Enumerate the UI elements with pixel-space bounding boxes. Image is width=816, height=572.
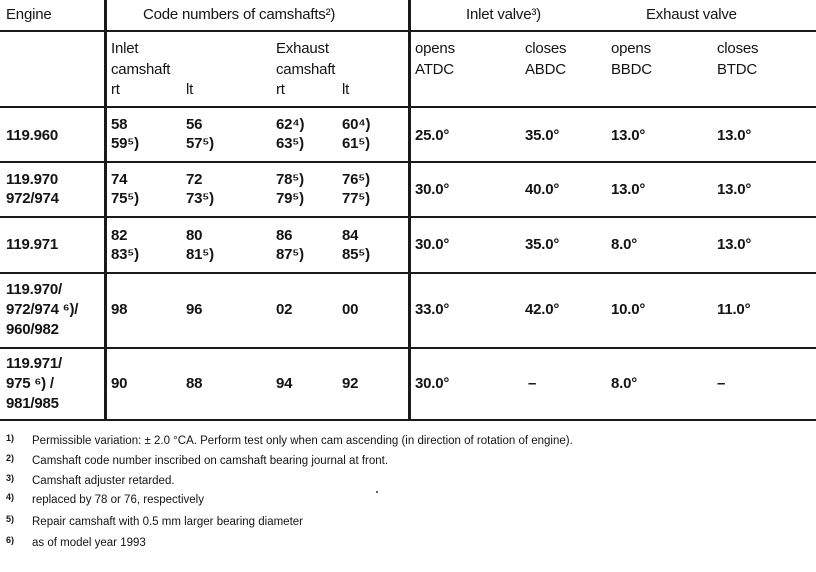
subheader-inlet-closes-1: closes [525, 40, 567, 57]
footnote-5-number: 5) [6, 514, 15, 524]
footnote-2-text: Camshaft code number inscribed on camshaft bearing journal at front. [32, 455, 389, 467]
row-3-exhaust-lt-2: 85⁵) [342, 246, 370, 263]
row-1-exhaust-lt-1: 60⁴) [342, 116, 371, 133]
row-5-exhaust-rt: 94 [276, 375, 293, 392]
row-4-inlet-opens: 33.0° [415, 301, 450, 318]
row-5-exhaust-opens: 8.0° [611, 375, 638, 392]
row-1-exhaust-rt-2: 63⁵) [276, 135, 304, 152]
row-2-exhaust-closes: 13.0° [717, 181, 752, 198]
row-5-exhaust-closes: – [717, 375, 726, 392]
row-4-engine-3: 960/982 [6, 321, 59, 338]
row-3-exhaust-closes: 13.0° [717, 236, 752, 253]
row-5-inlet-opens: 30.0° [415, 375, 450, 392]
row-4-exhaust-rt: 02 [276, 301, 293, 318]
footnote-2-number: 2) [6, 453, 15, 463]
row-1-inlet-closes: 35.0° [525, 127, 560, 144]
row-3-inlet-closes: 35.0° [525, 236, 560, 253]
footnote-4 [6, 490, 204, 507]
row-1-engine-1: 119.960 [6, 127, 58, 144]
row-5-engine-2: 975 ⁶) / [6, 375, 54, 392]
row-2-inlet-lt-2: 73⁵) [186, 190, 214, 207]
header-exhaust-valve: Exhaust valve [646, 6, 737, 23]
subheader-exhaust-opens-1: opens [611, 40, 651, 57]
row-5-inlet-lt: 88 [186, 375, 203, 392]
row-3-inlet-lt-1: 80 [186, 227, 203, 244]
subheader-inlet-opens-1: opens [415, 40, 455, 57]
subheader-exhaust-opens-2: BBDC [611, 61, 652, 78]
row-4-inlet-closes: 42.0° [525, 301, 560, 318]
rule-row-3-bottom [0, 272, 816, 274]
footnote-3 [6, 471, 175, 488]
row-1-inlet-lt-2: 57⁵) [186, 135, 214, 152]
footnote-3-text: Camshaft adjuster retarded. [32, 475, 175, 487]
subheader-exhaust-camshaft-2: camshaft [276, 61, 336, 78]
row-5-engine-3: 981/985 [6, 395, 59, 412]
row-3-exhaust-rt-2: 87⁵) [276, 246, 304, 263]
footnote-6-number: 6) [6, 535, 15, 545]
footnote-1-text: Permissible variation: ± 2.0 °CA. Perform test only when cam ascending (in direction of rotation of engine). [32, 435, 573, 447]
footnote-4-number: 4) [6, 492, 15, 502]
row-1-inlet-rt-2: 59⁵) [111, 135, 139, 152]
row-4-inlet-rt: 98 [111, 301, 128, 318]
row-2-inlet-closes: 40.0° [525, 181, 560, 198]
subheader-inlet-camshaft-2: camshaft [111, 61, 171, 78]
row-1-exhaust-opens: 13.0° [611, 127, 646, 144]
subheader-exhaust-closes-1: closes [717, 40, 759, 57]
subheader-inlet-opens-2: ATDC [415, 61, 454, 78]
row-1-exhaust-closes: 13.0° [717, 127, 752, 144]
row-3-inlet-lt-2: 81⁵) [186, 246, 214, 263]
row-4-exhaust-opens: 10.0° [611, 301, 646, 318]
row-2-exhaust-rt-1: 78⁵) [276, 171, 304, 188]
row-2-inlet-rt-2: 75⁵) [111, 190, 139, 207]
row-3-exhaust-rt-1: 86 [276, 227, 293, 244]
subheader-lt-exhaust: lt [342, 81, 350, 98]
footnote-2 [6, 451, 388, 468]
subheader-inlet-closes-2: ABDC [525, 61, 566, 78]
rule-row-4-bottom [0, 347, 816, 349]
footnote-5-text: Repair camshaft with 0.5 mm larger bearing diameter [32, 516, 304, 528]
rule-row-5-bottom [0, 419, 816, 421]
footnote-6-text: as of model year 1993 [32, 537, 146, 549]
row-1-inlet-lt-1: 56 [186, 116, 203, 133]
row-4-exhaust-lt: 00 [342, 301, 359, 318]
row-2-engine-2: 972/974 [6, 190, 59, 207]
row-3-inlet-rt-2: 83⁵) [111, 246, 139, 263]
rule-subheader-bottom [0, 106, 816, 108]
row-2-exhaust-lt-2: 77⁵) [342, 190, 370, 207]
header-code-numbers: Code numbers of camshafts²) [143, 6, 336, 23]
rule-engine-right [104, 0, 107, 420]
row-2-inlet-rt-1: 74 [111, 171, 128, 188]
scan-speck [376, 491, 378, 493]
row-2-engine-1: 119.970 [6, 171, 58, 188]
row-2-exhaust-opens: 13.0° [611, 181, 646, 198]
row-4-exhaust-closes: 11.0° [717, 301, 751, 318]
row-1-exhaust-lt-2: 61⁵) [342, 135, 370, 152]
header-inlet-valve: Inlet valve³) [466, 6, 541, 23]
rule-codes-right [408, 0, 411, 420]
row-3-inlet-opens: 30.0° [415, 236, 450, 253]
row-5-exhaust-lt: 92 [342, 375, 359, 392]
subheader-exhaust-camshaft-1: Exhaust [276, 40, 329, 57]
subheader-lt-inlet: lt [186, 81, 194, 98]
footnote-4-text: replaced by 78 or 76, respectively [32, 494, 204, 506]
row-1-inlet-opens: 25.0° [415, 127, 450, 144]
row-4-inlet-lt: 96 [186, 301, 203, 318]
row-1-inlet-rt-1: 58 [111, 116, 128, 133]
row-2-exhaust-lt-1: 76⁵) [342, 171, 370, 188]
row-2-inlet-lt-1: 72 [186, 171, 203, 188]
row-3-exhaust-lt-1: 84 [342, 227, 359, 244]
footnote-6 [6, 533, 146, 550]
subheader-exhaust-closes-2: BTDC [717, 61, 758, 78]
row-2-inlet-opens: 30.0° [415, 181, 450, 198]
row-4-engine-1: 119.970/ [6, 281, 62, 298]
row-3-exhaust-opens: 8.0° [611, 236, 638, 253]
rule-header-bottom [0, 30, 816, 32]
footnote-5 [6, 512, 303, 529]
row-2-exhaust-rt-2: 79⁵) [276, 190, 304, 207]
header-engine: Engine [6, 6, 52, 23]
footnote-1 [6, 431, 573, 448]
subheader-rt-inlet: rt [111, 81, 120, 98]
rule-row-2-bottom [0, 216, 816, 218]
rule-row-1-bottom [0, 161, 816, 163]
row-5-inlet-closes: – [528, 375, 537, 392]
row-3-engine-1: 119.971 [6, 236, 58, 253]
row-4-engine-2: 972/974 ⁶)/ [6, 301, 79, 318]
footnote-1-number: 1) [6, 433, 15, 443]
row-5-engine-1: 119.971/ [6, 355, 62, 372]
footnote-3-number: 3) [6, 473, 15, 483]
row-3-inlet-rt-1: 82 [111, 227, 128, 244]
subheader-inlet-camshaft-1: Inlet [111, 40, 139, 57]
row-1-exhaust-rt-1: 62⁴) [276, 116, 305, 133]
row-5-inlet-rt: 90 [111, 375, 128, 392]
subheader-rt-exhaust: rt [276, 81, 285, 98]
